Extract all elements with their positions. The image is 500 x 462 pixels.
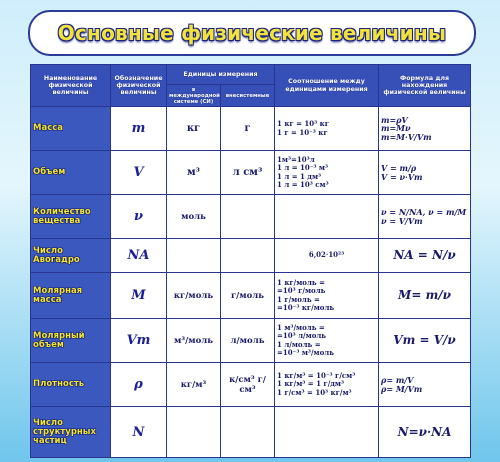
quantity-name: Объем bbox=[31, 151, 111, 195]
header-si: в международной системе (СИ) bbox=[167, 85, 221, 107]
formula-line: V = ν·Vm bbox=[381, 171, 423, 182]
formula-line: Vm = V/ν bbox=[393, 333, 456, 348]
relation-line: 1 л = 10³ см³ bbox=[277, 179, 329, 189]
table-row bbox=[31, 363, 471, 407]
unit-relation bbox=[275, 239, 379, 273]
table-row bbox=[31, 273, 471, 319]
quantity-name: Количество вещества bbox=[31, 195, 111, 239]
quantity-name: Плотность bbox=[31, 363, 111, 407]
quantity-symbol: ρ bbox=[111, 363, 167, 407]
formula bbox=[379, 273, 471, 319]
relation-line: 1 г/см³ = 10³ кг/м³ bbox=[277, 387, 352, 397]
table-row bbox=[31, 151, 471, 195]
formula-line: m=ρV bbox=[381, 114, 408, 125]
table-row bbox=[31, 107, 471, 151]
table-row bbox=[31, 239, 471, 273]
formula-line: N=ν·NA bbox=[397, 424, 452, 439]
unit-relation bbox=[275, 195, 379, 239]
unit-si: м³ bbox=[167, 151, 221, 195]
formula bbox=[379, 319, 471, 363]
relation-line: 1 кг/моль = bbox=[277, 278, 325, 288]
quantity-symbol: NA bbox=[111, 239, 167, 273]
quantity-symbol: M bbox=[111, 273, 167, 319]
formula-line: m=Mν bbox=[381, 123, 411, 134]
quantity-symbol: N bbox=[111, 407, 167, 458]
header-name: Наименование физической величины bbox=[31, 65, 111, 107]
quantity-name: Молярный объем bbox=[31, 319, 111, 363]
unit-relation bbox=[275, 151, 379, 195]
formula-line: M= m/ν bbox=[398, 288, 451, 303]
quantity-name: Молярная масса bbox=[31, 273, 111, 319]
formula-line: NA = N/ν bbox=[393, 248, 456, 263]
formula bbox=[379, 407, 471, 458]
quantity-name: Число Авогадро bbox=[31, 239, 111, 273]
quantity-symbol: m bbox=[111, 107, 167, 151]
table-row bbox=[31, 319, 471, 363]
formula-line: V = m/ρ bbox=[381, 163, 417, 173]
relation-line: 1 кг/м³ = 1 г/дм³ bbox=[277, 379, 345, 389]
relation-line: 6,02·10²³ bbox=[308, 250, 345, 260]
title-banner bbox=[28, 10, 476, 56]
relation-line: 1 кг/м³ = 10⁻³ г/см³ bbox=[277, 371, 356, 381]
page-title: Основные физические величины bbox=[57, 21, 447, 45]
unit-si: кг bbox=[167, 107, 221, 151]
relation-line: =10³ л/моль bbox=[277, 331, 327, 341]
unit-relation bbox=[275, 407, 379, 458]
quantity-symbol: ν bbox=[111, 195, 167, 239]
relation-line: 1 л/моль = bbox=[277, 339, 321, 349]
relation-line: 1 л = 1 дм³ bbox=[277, 171, 322, 181]
unit-nonsystem: л см³ bbox=[221, 151, 275, 195]
quantity-symbol: Vm bbox=[111, 319, 167, 363]
unit-si bbox=[167, 407, 221, 458]
unit-relation bbox=[275, 273, 379, 319]
quantity-name: Число структурных частиц bbox=[31, 407, 111, 458]
relation-line: =10⁻³ м³/моль bbox=[277, 347, 334, 357]
formula-line: ρ= M/Vm bbox=[381, 383, 423, 394]
relation-line: 1 л = 10⁻³ м³ bbox=[277, 163, 329, 173]
unit-nonsystem bbox=[221, 195, 275, 239]
quantity-symbol: V bbox=[111, 151, 167, 195]
unit-nonsystem: г/моль bbox=[221, 273, 275, 319]
unit-si: кг/м³ bbox=[167, 363, 221, 407]
unit-relation bbox=[275, 363, 379, 407]
header-relation: Соотношение между единицами измерения bbox=[275, 65, 379, 107]
relation-line: =10³ г/моль bbox=[277, 286, 326, 296]
quantities-table bbox=[30, 64, 471, 458]
relation-line: 1 кг = 10³ кг bbox=[277, 119, 329, 129]
unit-si: м³/моль bbox=[167, 319, 221, 363]
unit-nonsystem: л/моль bbox=[221, 319, 275, 363]
header-symbol: Обозначение физической величины bbox=[111, 65, 167, 107]
formula-line: ν = N/NA, ν = m/M bbox=[381, 207, 467, 217]
unit-si: кг/моль bbox=[167, 273, 221, 319]
unit-relation bbox=[275, 107, 379, 151]
header-formula: Формула для нахождения физической величины bbox=[379, 65, 471, 107]
unit-si: моль bbox=[167, 195, 221, 239]
unit-nonsystem: к/см³ г/см³ bbox=[221, 363, 275, 407]
unit-si bbox=[167, 239, 221, 273]
formula-line: m=M·V/Vm bbox=[381, 131, 432, 142]
relation-line: 1 г/моль = bbox=[277, 294, 320, 304]
formula bbox=[379, 195, 471, 239]
relation-line: =10⁻³ кг/моль bbox=[277, 302, 335, 312]
header-units: Единицы измерения bbox=[167, 65, 275, 85]
formula bbox=[379, 363, 471, 407]
formula bbox=[379, 107, 471, 151]
formula-line: ρ= m/V bbox=[381, 375, 414, 385]
formula-line: ν = V/Vm bbox=[381, 215, 423, 226]
unit-nonsystem: г bbox=[221, 107, 275, 151]
unit-nonsystem bbox=[221, 407, 275, 458]
relation-line: 1 м³/моль = bbox=[277, 323, 325, 333]
relation-line: 1м³=10³л bbox=[277, 155, 315, 165]
quantity-name: Масса bbox=[31, 107, 111, 151]
unit-relation bbox=[275, 319, 379, 363]
table-row bbox=[31, 407, 471, 458]
unit-nonsystem bbox=[221, 239, 275, 273]
table-row bbox=[31, 195, 471, 239]
header-nonsystem: внесистемные bbox=[221, 85, 275, 107]
formula bbox=[379, 151, 471, 195]
formula bbox=[379, 239, 471, 273]
relation-line: 1 г = 10⁻³ кг bbox=[277, 127, 328, 137]
